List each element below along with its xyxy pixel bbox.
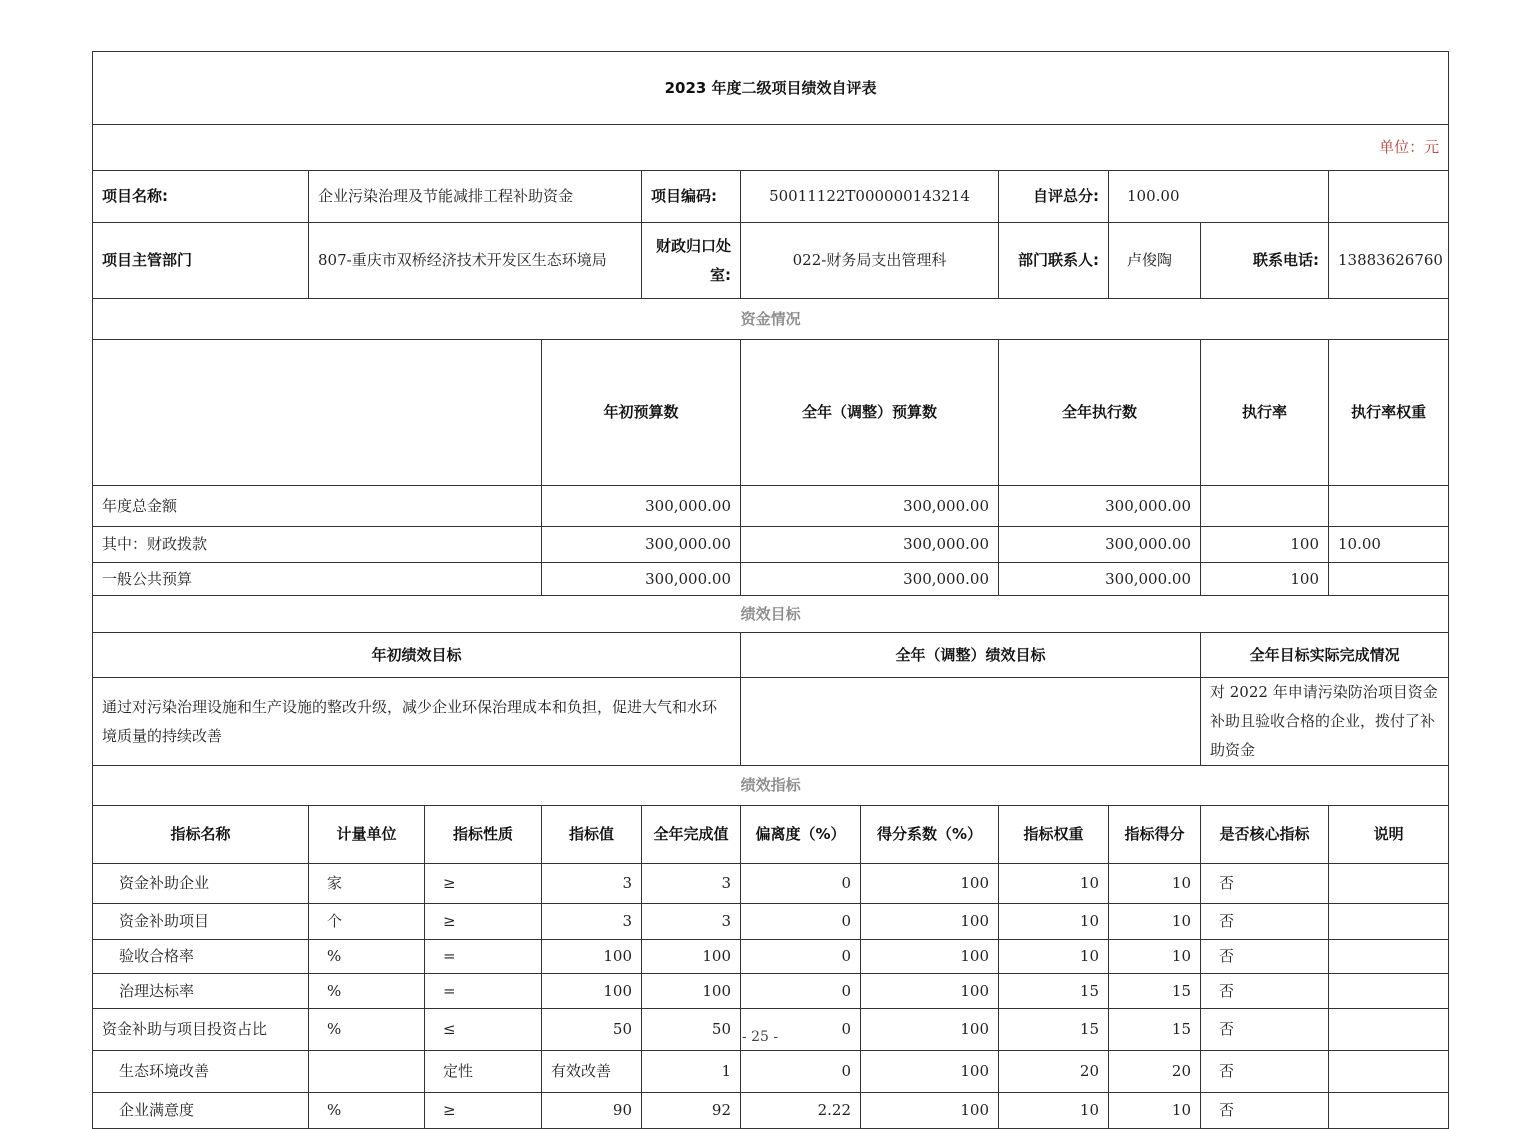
- funds-cell: 300,000.00: [999, 527, 1201, 563]
- goals-header: 年初绩效目标: [93, 633, 741, 678]
- indicator-cell: 100: [861, 1051, 999, 1093]
- indicator-cell: 92: [642, 1093, 741, 1129]
- indicator-row: [93, 1051, 1449, 1093]
- indicator-cell: [1329, 904, 1449, 940]
- indicator-cell: 10: [999, 940, 1109, 974]
- goals-header: 全年目标实际完成情况: [1201, 633, 1449, 678]
- indicator-row: [93, 940, 1449, 974]
- indicator-cell: 1: [642, 1051, 741, 1093]
- indicator-cell: 0: [741, 940, 861, 974]
- funds-cell: 300,000.00: [741, 563, 999, 596]
- indicators-body: [93, 864, 1449, 1129]
- indicator-header: 计量单位: [309, 806, 425, 864]
- goals-section-title: 绩效目标: [93, 596, 1449, 633]
- dept-value: 807-重庆市双桥经济技术开发区生态环境局: [309, 223, 642, 299]
- indicator-cell: 有效改善: [542, 1051, 642, 1093]
- indicator-cell: =: [425, 974, 542, 1009]
- indicator-cell: 20: [999, 1051, 1109, 1093]
- page-title: 2023 年度二级项目绩效自评表: [93, 52, 1449, 125]
- indicator-cell: ≤: [425, 1009, 542, 1051]
- project-name-label: 项目名称:: [93, 171, 309, 223]
- indicator-cell: ≥: [425, 904, 542, 940]
- office-label: 财政归口处室:: [642, 223, 741, 299]
- indicator-cell: 100: [542, 940, 642, 974]
- funds-cell: 一般公共预算: [93, 563, 542, 596]
- indicator-header: 指标得分: [1109, 806, 1201, 864]
- indicator-cell: 100: [861, 940, 999, 974]
- score-label: 自评总分:: [999, 171, 1109, 223]
- indicator-cell: 否: [1201, 940, 1329, 974]
- indicator-cell: 10: [1109, 940, 1201, 974]
- indicator-cell: 90: [542, 1093, 642, 1129]
- contact-value: 卢俊陶: [1109, 223, 1201, 299]
- initial-goal: 通过对污染治理设施和生产设施的整改升级，减少企业环保治理成本和负担，促进大气和水环境质量的持续改善: [93, 678, 741, 766]
- indicator-header: 指标值: [542, 806, 642, 864]
- indicator-header: 是否核心指标: [1201, 806, 1329, 864]
- indicator-cell: 15: [1109, 974, 1201, 1009]
- indicator-cell: 3: [642, 904, 741, 940]
- indicator-cell: 3: [642, 864, 741, 904]
- funds-cell: [1329, 563, 1449, 596]
- funds-header: 全年（调整）预算数: [741, 340, 999, 486]
- project-name: 企业污染治理及节能减排工程补助资金: [309, 171, 642, 223]
- indicator-cell: 企业满意度: [93, 1093, 309, 1129]
- indicator-cell: 定性: [425, 1051, 542, 1093]
- project-code: 50011122T000000143214: [741, 171, 999, 223]
- indicator-cell: 个: [309, 904, 425, 940]
- indicator-row: [93, 974, 1449, 1009]
- indicator-cell: 10: [1109, 904, 1201, 940]
- indicator-cell: 50: [642, 1009, 741, 1051]
- indicator-cell: 0: [741, 974, 861, 1009]
- indicator-cell: ≥: [425, 1093, 542, 1129]
- indicator-cell: 100: [861, 864, 999, 904]
- adjusted-goal: [741, 678, 1201, 766]
- indicator-cell: %: [309, 974, 425, 1009]
- indicator-cell: =: [425, 940, 542, 974]
- indicator-cell: %: [309, 1093, 425, 1129]
- funds-section-title: 资金情况: [93, 299, 1449, 340]
- phone-label: 联系电话:: [1201, 223, 1329, 299]
- funds-header: 全年执行数: [999, 340, 1201, 486]
- indicator-cell: %: [309, 940, 425, 974]
- funds-cell: 300,000.00: [999, 486, 1201, 527]
- indicator-cell: 100: [861, 1093, 999, 1129]
- indicator-cell: 治理达标率: [93, 974, 309, 1009]
- indicator-cell: ≥: [425, 864, 542, 904]
- indicator-cell: 验收合格率: [93, 940, 309, 974]
- indicators-section-title: 绩效指标: [93, 766, 1449, 806]
- indicator-cell: 15: [1109, 1009, 1201, 1051]
- funds-cell: 10.00: [1329, 527, 1449, 563]
- indicator-cell: 3: [542, 904, 642, 940]
- indicator-cell: 0: [741, 864, 861, 904]
- indicator-row: [93, 864, 1449, 904]
- indicator-cell: 0: [741, 1009, 861, 1051]
- indicator-cell: 100: [861, 974, 999, 1009]
- indicator-cell: 资金补助项目: [93, 904, 309, 940]
- indicator-cell: [1329, 974, 1449, 1009]
- indicator-row: [93, 1093, 1449, 1129]
- indicator-cell: 10: [999, 864, 1109, 904]
- funds-cell: 300,000.00: [542, 486, 741, 527]
- indicator-cell: 资金补助企业: [93, 864, 309, 904]
- project-code-label: 项目编码:: [642, 171, 741, 223]
- indicator-header: 说明: [1329, 806, 1449, 864]
- indicator-cell: 0: [741, 904, 861, 940]
- indicator-cell: 100: [642, 940, 741, 974]
- indicator-cell: 否: [1201, 904, 1329, 940]
- indicator-cell: 15: [999, 974, 1109, 1009]
- indicator-cell: [1329, 940, 1449, 974]
- indicator-cell: 否: [1201, 864, 1329, 904]
- indicator-header: 指标权重: [999, 806, 1109, 864]
- indicator-cell: 否: [1201, 1009, 1329, 1051]
- indicator-cell: 10: [1109, 864, 1201, 904]
- indicator-header: 全年完成值: [642, 806, 741, 864]
- indicator-cell: 50: [542, 1009, 642, 1051]
- indicator-cell: 3: [542, 864, 642, 904]
- funds-cell: 100: [1201, 527, 1329, 563]
- actual-completion: 对 2022 年申请污染防治项目资金补助且验收合格的企业，拨付了补助资金: [1201, 678, 1449, 766]
- funds-cell: 300,000.00: [741, 527, 999, 563]
- funds-row: [93, 486, 1449, 527]
- funds-header: 执行率权重: [1329, 340, 1449, 486]
- indicator-cell: 10: [999, 904, 1109, 940]
- indicator-cell: 100: [861, 904, 999, 940]
- funds-cell: 100: [1201, 563, 1329, 596]
- funds-cell: [1329, 486, 1449, 527]
- page-number: - 25 -: [741, 1029, 779, 1045]
- indicator-cell: 100: [542, 974, 642, 1009]
- indicator-header: 指标名称: [93, 806, 309, 864]
- indicator-cell: 0: [741, 1051, 861, 1093]
- indicator-cell: 生态环境改善: [93, 1051, 309, 1093]
- indicator-cell: 100: [642, 974, 741, 1009]
- indicator-cell: 2.22: [741, 1093, 861, 1129]
- funds-cell: 其中：财政拨款: [93, 527, 542, 563]
- contact-label: 部门联系人:: [999, 223, 1109, 299]
- indicator-cell: 资金补助与项目投资占比: [93, 1009, 309, 1051]
- indicator-cell: [309, 1051, 425, 1093]
- indicator-header: 指标性质: [425, 806, 542, 864]
- funds-row: [93, 527, 1449, 563]
- phone-value: 13883626760: [1329, 223, 1449, 299]
- funds-cell: 年度总金额: [93, 486, 542, 527]
- funds-cell: 300,000.00: [999, 563, 1201, 596]
- indicator-cell: 否: [1201, 1093, 1329, 1129]
- performance-table: [92, 51, 1449, 1129]
- indicators-header-row: [93, 806, 1449, 864]
- office-value: 022-财务局支出管理科: [741, 223, 999, 299]
- indicator-cell: [1329, 864, 1449, 904]
- funds-header: 执行率: [1201, 340, 1329, 486]
- goals-header: 全年（调整）绩效目标: [741, 633, 1201, 678]
- indicator-cell: %: [309, 1009, 425, 1051]
- indicator-cell: 15: [999, 1009, 1109, 1051]
- indicator-row: [93, 904, 1449, 940]
- empty-cell: [1329, 171, 1449, 223]
- dept-label: 项目主管部门: [93, 223, 309, 299]
- indicator-cell: [1329, 1051, 1449, 1093]
- indicator-cell: 100: [861, 1009, 999, 1051]
- unit-label: 单位：元: [93, 125, 1449, 171]
- indicator-cell: 20: [1109, 1051, 1201, 1093]
- funds-cell: 300,000.00: [741, 486, 999, 527]
- funds-row: [93, 563, 1449, 596]
- indicator-cell: 10: [999, 1093, 1109, 1129]
- funds-cell: 300,000.00: [542, 527, 741, 563]
- indicator-cell: 10: [1109, 1093, 1201, 1129]
- funds-header: 年初预算数: [542, 340, 741, 486]
- indicator-cell: 家: [309, 864, 425, 904]
- indicator-cell: 否: [1201, 1051, 1329, 1093]
- indicator-header: 偏离度（%）: [741, 806, 861, 864]
- indicator-header: 得分系数（%）: [861, 806, 999, 864]
- funds-cell: [1201, 486, 1329, 527]
- indicator-cell: 否: [1201, 974, 1329, 1009]
- funds-header-blank: [93, 340, 542, 486]
- score-value: 100.00: [1109, 171, 1329, 223]
- funds-cell: 300,000.00: [542, 563, 741, 596]
- indicator-cell: [1329, 1093, 1449, 1129]
